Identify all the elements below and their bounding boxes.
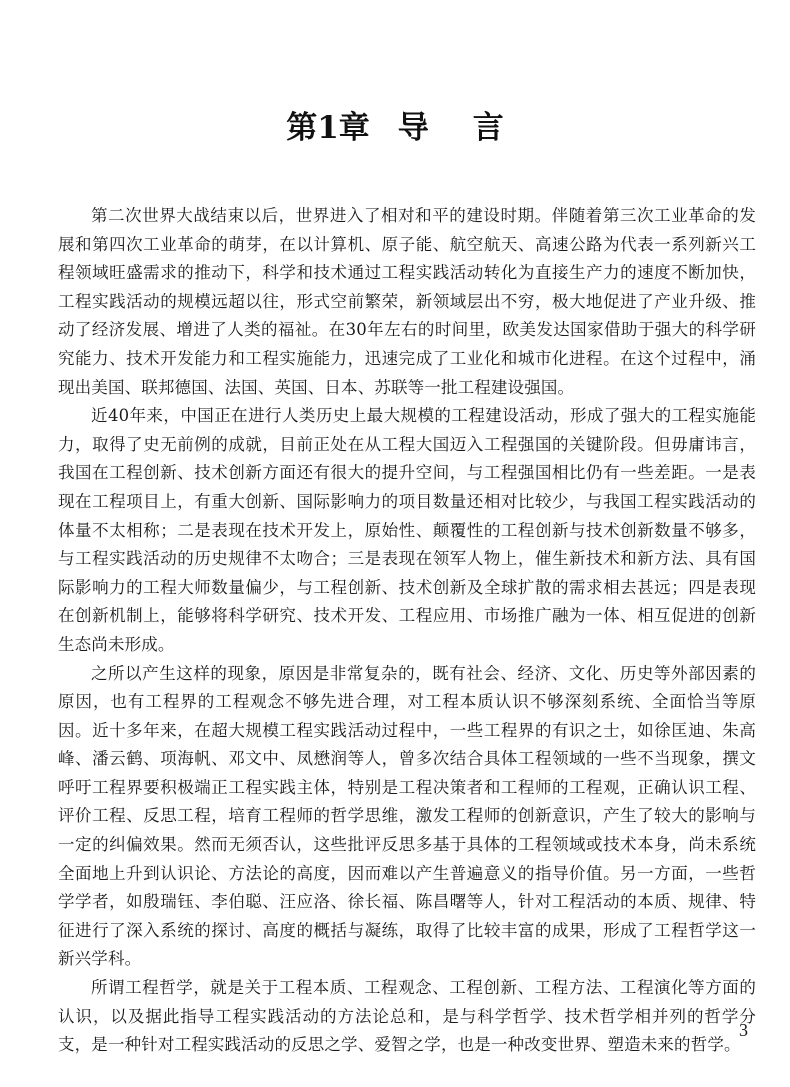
body-text (58, 202, 756, 1060)
paragraph-3: 之所以产生这样的现象，原因是非常复杂的，既有社会、经济、文化、历史等外部因素的原因，也有工程界的工程观念不够先进合理，对工程本质认识不够深刻系统、全面恰当等原因。近十多年来，在超大规模工程实践活动过程中，一些工程界的有识之士，如徐匡迪、朱高峰、潘云鹤、项海帆、邓文中、凤懋润等人，曾多次结合具体工程领域的一些不当现象，撰文呼吁工程界要积极端正工程实践主体，特别是工程决策者和工程师的工程观，正确认识工程、评价工程、反思工程，培育工程师的哲学思维，激发工程师的创新意识，产生了较大的影响与一定的纠偏效果。然而无须否认，这些批评反思多基于具体的工程领域或技术本身，尚未系统全面地上升到认识论、方法论的高度，因而难以产生普遍意义的指导价值。另一方面，一些哲学学者，如殷瑞钰、李伯聪、汪应洛、徐长福、陈昌曙等人，针对工程活动的本质、规律、特征进行了深入系统的探讨、高度的概括与凝练，取得了比较丰富的成果，形成了工程哲学这一新兴学科。 (58, 663, 756, 969)
page-number: 3 (739, 1020, 748, 1040)
paragraph-1: 第二次世界大战结束以后，世界进入了相对和平的建设时期。伴随着第三次工业革命的发展和第四次工业革命的萌芽，在以计算机、原子能、航空航天、高速公路为代表一系列新兴工程领域旺盛需求的推动下，科学和技术通过工程实践活动转化为直接生产力的速度不断加快，工程实践活动的规模远超以往，形式空前繁荣，新领域层出不穷，极大地促进了产业升级、推动了经济发展、增进了人类的福祉。在30年左右的时间里，欧美发达国家借助于强大的科学研究能力、技术开发能力和工程实施能力，迅速完成了工业化和城市化进程。在这个过程中，涌现出美国、联邦德国、法国、英国、日本、苏联等一批工程建设强国。 (58, 206, 756, 397)
chapter-title-char-1: 导 (397, 110, 429, 146)
paragraph-2: 近40年来，中国正在进行人类历史上最大规模的工程建设活动，形成了强大的工程实施能力，取得了史无前例的成就，目前正处在从工程大国迈入工程强国的关键阶段。但毋庸讳言，我国在工程创新、技术创新方面还有很大的提升空间，与工程强国相比仍有一些差距。一是表现在工程项目上，有重大创新、国际影响力的项目数量还相对比较少，与我国工程实践活动的体量不太相称；二是表现在技术开发上，原始性、颠覆性的工程创新与技术创新数量不够多，与工程实践活动的历史规律不太吻合；三是表现在领军人物上，催生新技术和新方法、具有国际影响力的工程大师数量偏少，与工程创新、技术创新及全球扩散的需求相去甚远；四是表现在创新机制上，能够将科学研究、技术开发、工程应用、市场推广融为一体、相互促进的创新生态尚未形成。 (58, 406, 756, 654)
chapter-title (0, 108, 790, 148)
chapter-title-char-2: 言 (472, 110, 504, 146)
chapter-number: 第1章 (286, 110, 370, 146)
paragraph-4: 所谓工程哲学，就是关于工程本质、工程观念、工程创新、工程方法、工程演化等方面的认识，以及据此指导工程实践活动的方法论总和，是与科学哲学、技术哲学相并列的哲学分支，是一种针对工程实践活动的反思之学、爱智之学，也是一种改变世界、塑造未来的哲学。 (58, 978, 756, 1055)
